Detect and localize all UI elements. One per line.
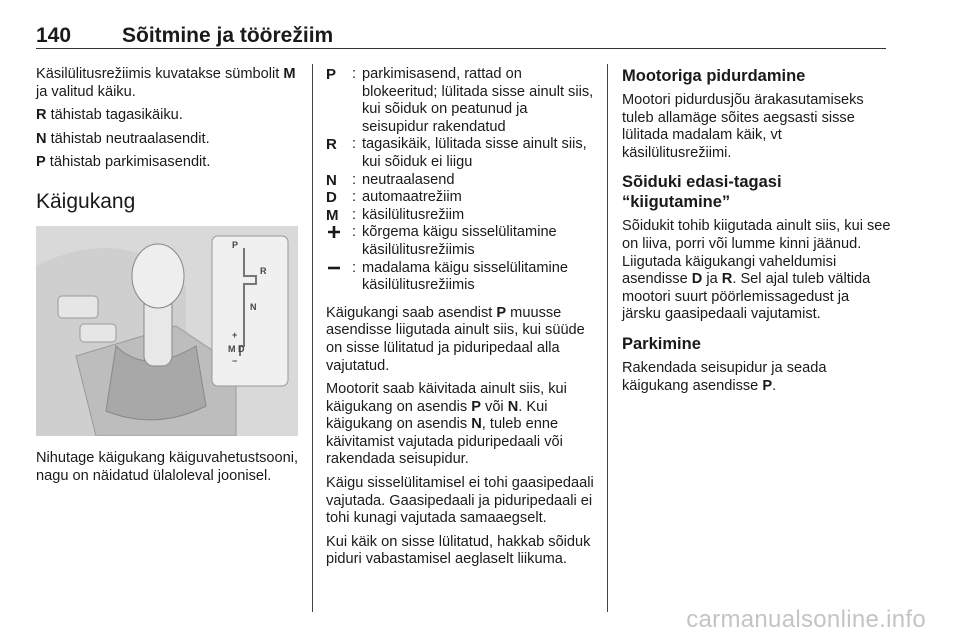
paragraph: Sõidukit tohib kiigutada ainult siis, kui see on liiva, porri või lumme kinni jäänud. Liigutada käigukangi vaheldumisi asendisse D ja R. Sel ajal tuleb vältida mootori suurt pöörlemissagedust ja järsku gaasipedaali vajutamist. xyxy=(622,218,891,323)
watermark: carmanualsonline.info xyxy=(686,606,926,633)
legend-row: R : tagasikäik, lülitada sisse ainult siis, kui sõiduk ei liigu xyxy=(326,136,598,171)
column-middle xyxy=(326,66,598,575)
gate-label-n: N xyxy=(250,301,257,312)
legend-text: madalama käigu sisselülitamine käsilülitusrežiimis xyxy=(362,259,569,294)
column-left xyxy=(36,66,304,491)
paragraph: Käigu sisselülitamisel ei tohi gaasipedaali vajutada. Gaasipedaali ja piduripedaali ei tohi kunagi vajutada samaaegselt. xyxy=(326,475,594,527)
legend-key: D xyxy=(326,189,337,207)
legend-row: : madalama käigu sisselülitamine käsilülitusrežiimis xyxy=(326,260,598,295)
section-heading: Käigukang xyxy=(36,189,136,213)
legend-key: P xyxy=(326,66,337,83)
intro-text: Käsilülitusrežiimis kuvatakse sümbolit M ja valitud käiku. xyxy=(36,66,296,100)
p-text: P tähistab parkimisasendit. xyxy=(36,154,211,171)
legend-text: neutraalasend xyxy=(362,171,455,188)
column-right xyxy=(622,66,892,401)
subheading: Sõiduki edasi-tagasi “kiigutamine” xyxy=(622,173,782,212)
gate-label-r: R xyxy=(260,265,267,276)
column-divider xyxy=(607,64,608,612)
gate-label-md: M D xyxy=(228,343,245,354)
r-text: R tähistab tagasikäiku. xyxy=(36,107,183,124)
gate-label-plus: + xyxy=(232,329,238,340)
subheading: Parkimine xyxy=(622,334,701,353)
legend-text: automaatrežiim xyxy=(362,189,462,206)
gate-label-minus: − xyxy=(232,355,238,366)
paragraph: Kui käik on sisse lülitatud, hakkab sõiduk piduri vabastamisel aeglaselt liikuma. xyxy=(326,533,591,568)
paragraph: Käigukangi saab asendist P muusse asendisse liigutada ainult siis, kui süüde on sisse lülitatud ja piduripedaal alla vajutatud. xyxy=(326,304,585,374)
paragraph: Mootorit saab käivitada ainult siis, kui käigukang on asendis P või N. Kui käigukang on asendis N, tuleb enne käivitamist vajutada piduripedaali või rakendada seisupidur. xyxy=(326,381,567,468)
n-text: N tähistab neutraalasendit. xyxy=(36,130,210,147)
subheading: Mootoriga pidurdamine xyxy=(622,67,806,85)
legend-row: P : parkimisasend, rattad on blokeeritud; lülitada sisse ainult siis, kui sõiduk on peatunud ja seisupidur rakendatud xyxy=(326,66,598,136)
plus-icon xyxy=(326,224,352,259)
legend-key: R xyxy=(326,136,337,154)
gate-label-p: P xyxy=(232,239,239,250)
figure-caption: Nihutage käigukang käiguvahetustsooni, nagu on näidatud ülaloleval joonisel. xyxy=(36,449,299,484)
column-divider xyxy=(312,64,313,612)
gear-legend xyxy=(326,66,598,295)
legend-key: N xyxy=(326,171,337,189)
legend-key: M xyxy=(326,206,339,224)
legend-text: käsilülitusrežiim xyxy=(362,206,465,223)
minus-icon xyxy=(326,260,352,295)
page-number: 140 xyxy=(36,24,72,47)
legend-row: D : automaatrežiim xyxy=(326,189,598,207)
legend-text: parkimisasend, rattad on blokeeritud; lülitada sisse ainult siis, kui sõiduk on peatunud ja seisupidur rakendatud xyxy=(362,66,594,135)
paragraph: Mootori pidurdusjõu ärakasutamiseks tuleb allamäge sõites aegsasti sisse lülitada madalam käik, vt käsilülitusrežiimi. xyxy=(622,92,864,161)
legend-row: : kõrgema käigu sisselülitamine käsilülitusrežiimis xyxy=(326,224,598,259)
page-header xyxy=(36,22,886,49)
chapter-title: Sõitmine ja töörežiim xyxy=(122,24,334,47)
paragraph: Rakendada seisupidur ja seada käigukang asendisse P. xyxy=(622,359,827,394)
legend-text: kõrgema käigu sisselülitamine käsilülitusrežiimis xyxy=(362,224,557,258)
legend-text: tagasikäik, lülitada sisse ainult siis, kui sõiduk ei liigu xyxy=(362,136,587,170)
legend-row: N : neutraalasend xyxy=(326,172,598,190)
gear-lever-figure xyxy=(36,226,298,436)
legend-row: M : käsilülitusrežiim xyxy=(326,207,598,225)
